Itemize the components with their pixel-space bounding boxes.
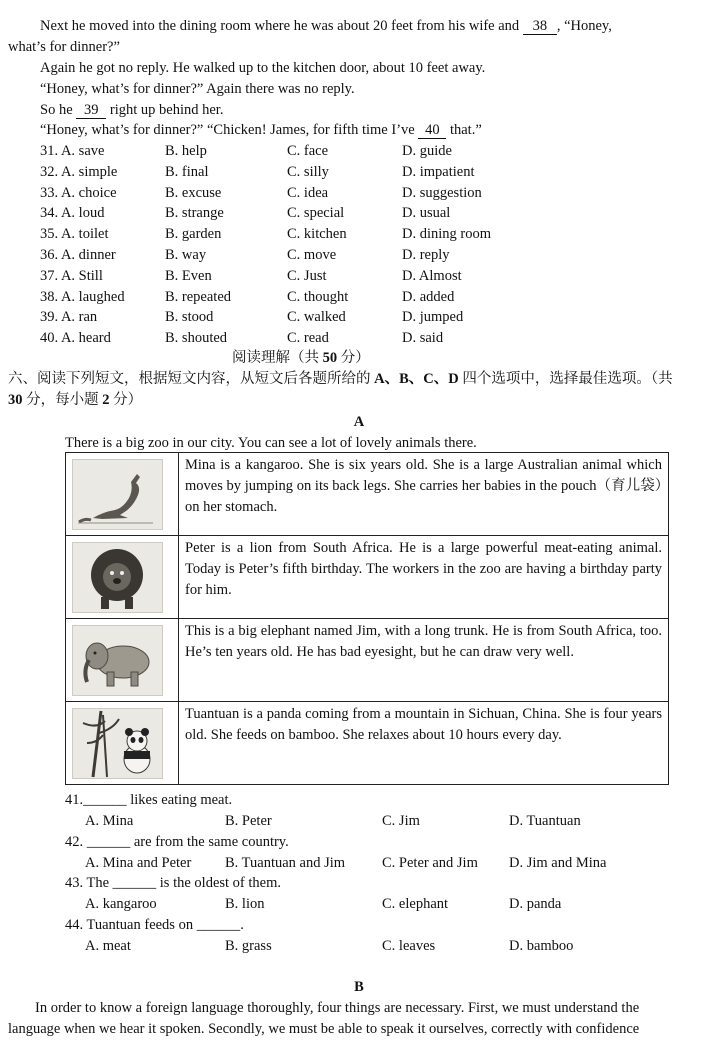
instruction-score: 2 bbox=[102, 392, 110, 408]
option-c: C. kitchen bbox=[287, 226, 347, 243]
table-row bbox=[66, 702, 669, 785]
picture-cell bbox=[66, 702, 179, 785]
option-b: B. garden bbox=[165, 226, 222, 243]
option-c: C. Jim bbox=[382, 813, 420, 829]
table-row bbox=[66, 453, 669, 536]
option-b: B. grass bbox=[225, 937, 272, 954]
instruction-text: 四个选项中，选择最佳选项。（共 bbox=[458, 371, 673, 387]
option-c: C. Peter and Jim bbox=[382, 854, 478, 871]
instruction-text: 分，每小题 bbox=[22, 392, 103, 408]
cloze-line-5 bbox=[40, 100, 223, 120]
passage-b-line-1: In order to know a foreign language thoroughly, four things are necessary. First, we must understand the bbox=[35, 1000, 640, 1016]
answer-blank: ______ bbox=[86, 833, 131, 850]
picture-cell bbox=[66, 453, 179, 536]
option-d: D. suggestion bbox=[402, 184, 482, 201]
option-b: B. stood bbox=[165, 309, 214, 326]
option-d: D. panda bbox=[509, 896, 562, 912]
question-text: 42. bbox=[65, 833, 87, 850]
option-a: 31. A. save bbox=[40, 143, 105, 159]
cloze-text: , “Honey, bbox=[556, 18, 612, 34]
option-b: B. excuse bbox=[165, 184, 222, 201]
option-a: 36. A. dinner bbox=[40, 247, 116, 263]
question-text: . bbox=[240, 916, 244, 933]
option-a: 38. A. laughed bbox=[40, 288, 125, 305]
question-text: 43. The bbox=[65, 875, 113, 891]
cloze-text: “Honey, what’s for dinner?” “Chicken! James, for fifth time I’ve bbox=[40, 122, 419, 138]
panda-picture bbox=[72, 708, 163, 779]
option-c: C. special bbox=[287, 205, 345, 222]
option-c: C. thought bbox=[287, 288, 349, 305]
option-a: 35. A. toilet bbox=[40, 226, 109, 243]
option-d: D. jumped bbox=[402, 309, 464, 326]
option-b: B. way bbox=[165, 247, 207, 263]
option-b: B. help bbox=[165, 143, 207, 159]
heading-score: 50 bbox=[322, 350, 338, 366]
option-d: D. said bbox=[402, 330, 444, 347]
elephant-picture bbox=[72, 625, 163, 696]
animal-description: This is a big elephant named Jim, with a long trunk. He is from South Africa, too. He’s ten years old. He has bad eyesight, but he can draw very well. bbox=[179, 619, 669, 702]
question-text: 41. bbox=[65, 792, 84, 808]
cloze-text: right up behind her. bbox=[106, 102, 224, 118]
option-c: C. walked bbox=[287, 309, 346, 326]
option-b: B. lion bbox=[225, 896, 265, 912]
cloze-line-6 bbox=[40, 120, 482, 140]
question-text: are from the same country. bbox=[130, 833, 289, 850]
option-a: 34. A. loud bbox=[40, 205, 105, 222]
option-d: D. guide bbox=[402, 143, 452, 159]
passage-b-line-2: language when we hear it spoken. Secondly, we must be able to speak it ourselves, correctly with confidence bbox=[8, 1021, 640, 1037]
instruction-text: 分） bbox=[109, 392, 143, 408]
blank-39: 39 bbox=[76, 102, 106, 119]
option-d: D. reply bbox=[402, 247, 450, 263]
animal-description: Mina is a kangaroo. She is six years old. She is a large Australian animal which moves by jumping on its back legs. She carries her babies in the pouch（育儿袋）on her stomach. bbox=[179, 453, 669, 536]
option-d: D. bamboo bbox=[509, 937, 574, 954]
option-a: 37. A. Still bbox=[40, 267, 103, 284]
table-row bbox=[66, 536, 669, 619]
kangaroo-picture bbox=[72, 459, 163, 530]
answer-blank: ______ bbox=[196, 916, 241, 933]
question-stem bbox=[65, 832, 289, 852]
option-a: A. Mina bbox=[85, 813, 134, 829]
option-b: B. strange bbox=[165, 205, 224, 222]
question-text: 44. Tuantuan feeds on bbox=[65, 916, 197, 933]
option-c: C. face bbox=[287, 143, 329, 159]
option-d: D. added bbox=[402, 288, 455, 305]
option-d: D. impatient bbox=[402, 163, 475, 180]
option-c: C. read bbox=[287, 330, 329, 347]
heading-text: 阅读理解（共 bbox=[232, 350, 323, 366]
answer-blank: ______ bbox=[112, 875, 157, 891]
answer-blank: ______ bbox=[83, 792, 127, 808]
cloze-text: that.” bbox=[446, 122, 482, 138]
passage-a-intro: There is a big zoo in our city. You can see a lot of lovely animals there. bbox=[65, 435, 477, 451]
cloze-text: Next he moved into the dining room where he was about 20 feet from his wife and bbox=[40, 18, 523, 34]
option-d: D. dining room bbox=[402, 226, 492, 243]
cloze-text: So he bbox=[40, 102, 77, 118]
question-stem bbox=[65, 915, 244, 935]
option-b: B. shouted bbox=[165, 330, 228, 347]
blank-40: 40 bbox=[418, 122, 446, 139]
option-a: A. meat bbox=[85, 937, 131, 954]
instructions-line-1 bbox=[8, 369, 673, 389]
question-text: likes eating meat. bbox=[126, 792, 233, 808]
question-text: is the oldest of them. bbox=[156, 875, 281, 891]
option-a: A. kangaroo bbox=[85, 896, 157, 912]
option-d: D. Almost bbox=[402, 267, 462, 284]
blank-38: 38 bbox=[523, 18, 557, 35]
animal-description: Tuantuan is a panda coming from a mountain in Sichuan, China. She is four years old. She feeds on bamboo. She relaxes about 10 hours every day. bbox=[179, 702, 669, 785]
picture-cell bbox=[66, 536, 179, 619]
instruction-letters: A、B、C、D bbox=[374, 371, 459, 387]
option-c: C. move bbox=[287, 247, 337, 263]
option-a: 32. A. simple bbox=[40, 163, 118, 180]
passage-a-label: A bbox=[353, 414, 365, 430]
section-heading bbox=[232, 348, 370, 368]
heading-text: 分） bbox=[337, 350, 370, 366]
option-b: B. Tuantuan and Jim bbox=[225, 854, 346, 871]
option-b: B. final bbox=[165, 163, 209, 180]
lion-picture bbox=[72, 542, 163, 613]
animal-description: Peter is a lion from South Africa. He is a large powerful meat-eating animal. Today is Peter’s fifth birthday. The workers in the zoo are having a birthday party for him. bbox=[179, 536, 669, 619]
option-a: 39. A. ran bbox=[40, 309, 98, 326]
option-b: B. repeated bbox=[165, 288, 232, 305]
option-c: C. idea bbox=[287, 184, 329, 201]
cloze-line-1 bbox=[40, 16, 612, 36]
option-c: C. leaves bbox=[382, 937, 436, 954]
picture-cell bbox=[66, 619, 179, 702]
cloze-line-2: what’s for dinner?” bbox=[8, 39, 120, 55]
cloze-line-3: Again he got no reply. He walked up to the kitchen door, about 10 feet away. bbox=[40, 60, 486, 76]
instruction-score: 30 bbox=[8, 392, 23, 408]
instructions-line-2 bbox=[8, 390, 142, 410]
option-d: D. Jim and Mina bbox=[509, 854, 607, 871]
table-row bbox=[66, 619, 669, 702]
option-c: C. elephant bbox=[382, 896, 449, 912]
option-b: B. Peter bbox=[225, 813, 272, 829]
question-stem bbox=[65, 790, 232, 810]
option-a: 40. A. heard bbox=[40, 330, 111, 347]
option-a: A. Mina and Peter bbox=[85, 854, 192, 871]
option-c: C. silly bbox=[287, 163, 329, 180]
option-a: 33. A. choice bbox=[40, 184, 117, 201]
cloze-line-4: “Honey, what’s for dinner?” Again there was no reply. bbox=[40, 81, 355, 97]
animal-table bbox=[65, 452, 669, 785]
option-d: D. Tuantuan bbox=[509, 813, 581, 829]
option-d: D. usual bbox=[402, 205, 451, 222]
option-c: C. Just bbox=[287, 267, 327, 284]
question-stem bbox=[65, 873, 281, 893]
instruction-text: 六、阅读下列短文，根据短文内容，从短文后各题所给的 bbox=[8, 371, 375, 387]
option-b: B. Even bbox=[165, 267, 212, 284]
passage-b-label: B bbox=[354, 979, 364, 995]
